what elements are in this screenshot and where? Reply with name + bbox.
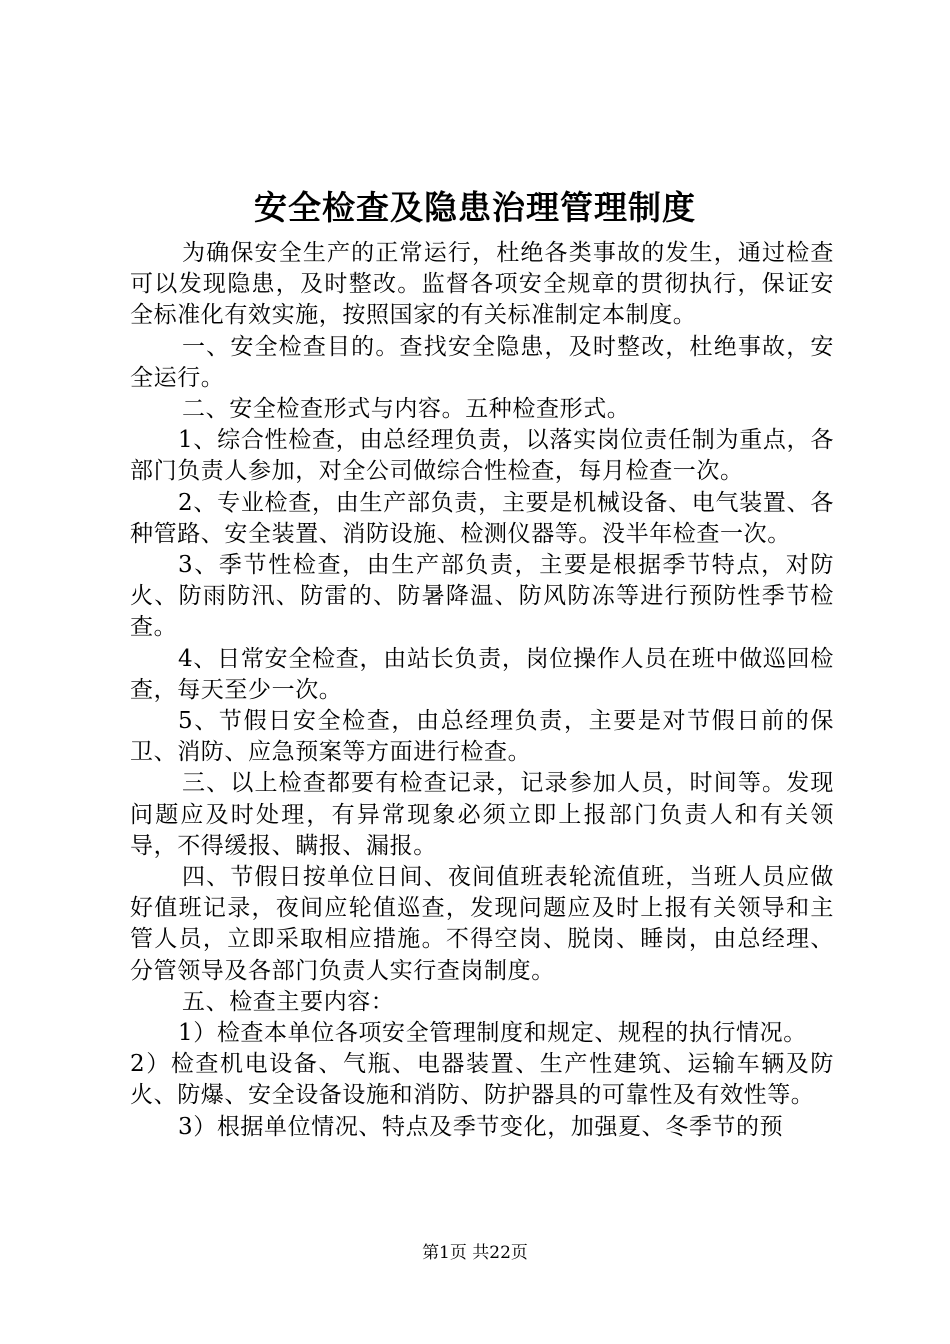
paragraph-content-1: 1）检查本单位各项安全管理制度和规定、规程的执行情况。 bbox=[178, 1020, 807, 1047]
document-title: 安全检查及隐患治理管理制度 bbox=[254, 188, 696, 227]
paragraph-section-1: 一、安全检查目的。查找安全隐患，及时整改，杜绝事故，安全运行。 bbox=[130, 333, 834, 391]
paragraph-content-2: 2）检查机电设备、气瓶、电器装置、生产性建筑、运输车辆及防火、防爆、安全设备设施和消防、防护器具的可靠性及有效性等。 bbox=[130, 1051, 834, 1109]
paragraph-section-3: 三、以上检查都要有检查记录，记录参加人员，时间等。发现问题应及时处理，有异常现象必须立即上报部门负责人和有关领导，不得缓报、瞒报、漏报。 bbox=[130, 770, 834, 859]
paragraph-section-4: 四、节假日按单位日间、夜间值班表轮流值班，当班人员应做好值班记录，夜间应轮值巡查，发现问题应及时上报有关领导和主管人员，立即采取相应措施。不得空岗、脱岗、睡岗，由总经理、分管领导及各部门负责人实行查岗制度。 bbox=[130, 864, 834, 984]
paragraph-item-1: 1、综合性检查，由总经理负责，以落实岗位责任制为重点，各部门负责人参加，对全公司做综合性检查，每月检查一次。 bbox=[130, 427, 834, 485]
paragraph-item-5: 5、节假日安全检查，由总经理负责，主要是对节假日前的保卫、消防、应急预案等方面进行检查。 bbox=[130, 708, 834, 766]
page-footer: 第1页 共22页 bbox=[422, 1243, 528, 1263]
paragraph-item-3: 3、季节性检查，由生产部负责，主要是根据季节特点，对防火、防雨防汛、防雷的、防暑降温、防风防冻等进行预防性季节检查。 bbox=[130, 552, 834, 641]
paragraph-section-2: 二、安全检查形式与内容。五种检查形式。 bbox=[182, 396, 631, 423]
document-body bbox=[130, 238, 834, 1143]
paragraph-content-3: 3）根据单位情况、特点及季节变化，加强夏、冬季节的预 bbox=[178, 1113, 784, 1140]
paragraph-item-2: 2、专业检查，由生产部负责，主要是机械设备、电气装置、各种管路、安全装置、消防设施、检测仪器等。没半年检查一次。 bbox=[130, 489, 834, 547]
paragraph-section-5: 五、检查主要内容： bbox=[182, 988, 395, 1015]
paragraph-item-4: 4、日常安全检查，由站长负责，岗位操作人员在班中做巡回检查，每天至少一次。 bbox=[130, 645, 834, 703]
paragraph-intro: 为确保安全生产的正常运行，杜绝各类事故的发生，通过检查可以发现隐患，及时整改。监督各项安全规章的贯彻执行，保证安全标准化有效实施，按照国家的有关标准制定本制度。 bbox=[130, 240, 834, 329]
